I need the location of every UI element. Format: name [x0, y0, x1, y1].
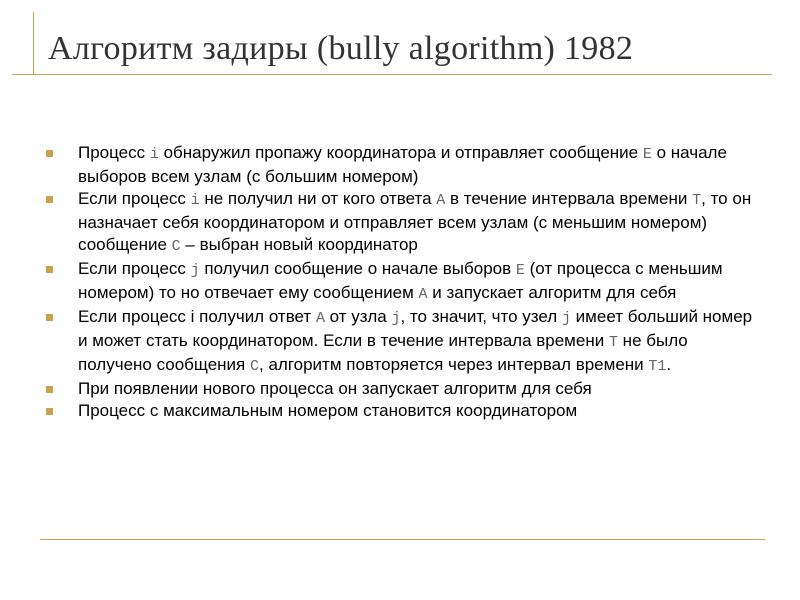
square-bullet-icon [46, 386, 53, 393]
bullet-item [46, 400, 762, 422]
bullet-text: в течение интервала времени [445, 189, 693, 208]
code-variable: C [249, 358, 259, 375]
bullet-text: (от процесса с меньшим номером) то но отвечает ему сообщением [78, 259, 723, 302]
bullet-item [46, 378, 762, 400]
bullet-text: не было получено сообщения [78, 331, 688, 374]
code-variable: A [436, 192, 446, 209]
bullet-text: , алгоритм повторяется через интервал времени [259, 355, 649, 374]
bullet-text: Если процесс [78, 259, 191, 278]
code-variable: T [692, 192, 702, 209]
code-variable: A [418, 286, 428, 303]
bullet-text: Если процесс i получил ответ [78, 307, 316, 326]
square-bullet-icon [46, 150, 53, 157]
footer-divider [40, 539, 765, 540]
code-variable: E [642, 146, 652, 163]
code-variable: j [391, 310, 401, 327]
bullet-text: , то он назначает себя координатором и отправляет всем узлам (с меньшим номером) сообщение [78, 189, 752, 254]
code-variable: j [561, 310, 571, 327]
square-bullet-icon [46, 408, 53, 415]
bullet-text: от узла [324, 307, 392, 326]
square-bullet-icon [46, 314, 53, 321]
code-variable: j [190, 262, 200, 279]
bullet-item [46, 142, 762, 188]
code-variable: i [149, 146, 159, 163]
bullet-text: обнаружил пропажу координатора и отправляет сообщение [158, 143, 643, 162]
bullet-list [46, 142, 762, 422]
bullet-text: Процесс [78, 143, 150, 162]
code-variable: C [171, 238, 181, 255]
code-variable: T [608, 334, 618, 351]
title-frame-vertical-line [33, 12, 34, 74]
bullet-text: При появлении нового процесса он запускает алгоритм для себя [78, 379, 592, 398]
bullet-text: , то значит, что узел [400, 307, 562, 326]
square-bullet-icon [46, 266, 53, 273]
bullet-text: о начале выборов всем узлам (с большим номером) [78, 143, 727, 186]
bullet-text: Если процесс [78, 189, 191, 208]
bullet-text: – выбран новый координатор [180, 235, 418, 254]
bullet-text: и запускает алгоритм для себя [427, 283, 677, 302]
bullet-text: . [666, 355, 672, 374]
slide-title: Алгоритм задиры (bully algorithm) 1982 [48, 30, 634, 67]
square-bullet-icon [46, 196, 53, 203]
bullet-item [46, 306, 762, 378]
bullet-text: получил сообщение о начале выборов [199, 259, 516, 278]
bullet-item [46, 188, 762, 258]
bullet-item [46, 258, 762, 306]
code-variable: A [315, 310, 325, 327]
code-variable: i [190, 192, 200, 209]
bullet-text: имеет больший номер и может стать координатором. Если в течение интервала времени [78, 307, 753, 350]
code-variable: E [515, 262, 525, 279]
bullet-text: не получил ни от кого ответа [199, 189, 437, 208]
code-variable: T1 [648, 358, 667, 375]
bullet-text: Процесс с максимальным номером становится координатором [78, 401, 578, 420]
title-underline [12, 74, 772, 75]
